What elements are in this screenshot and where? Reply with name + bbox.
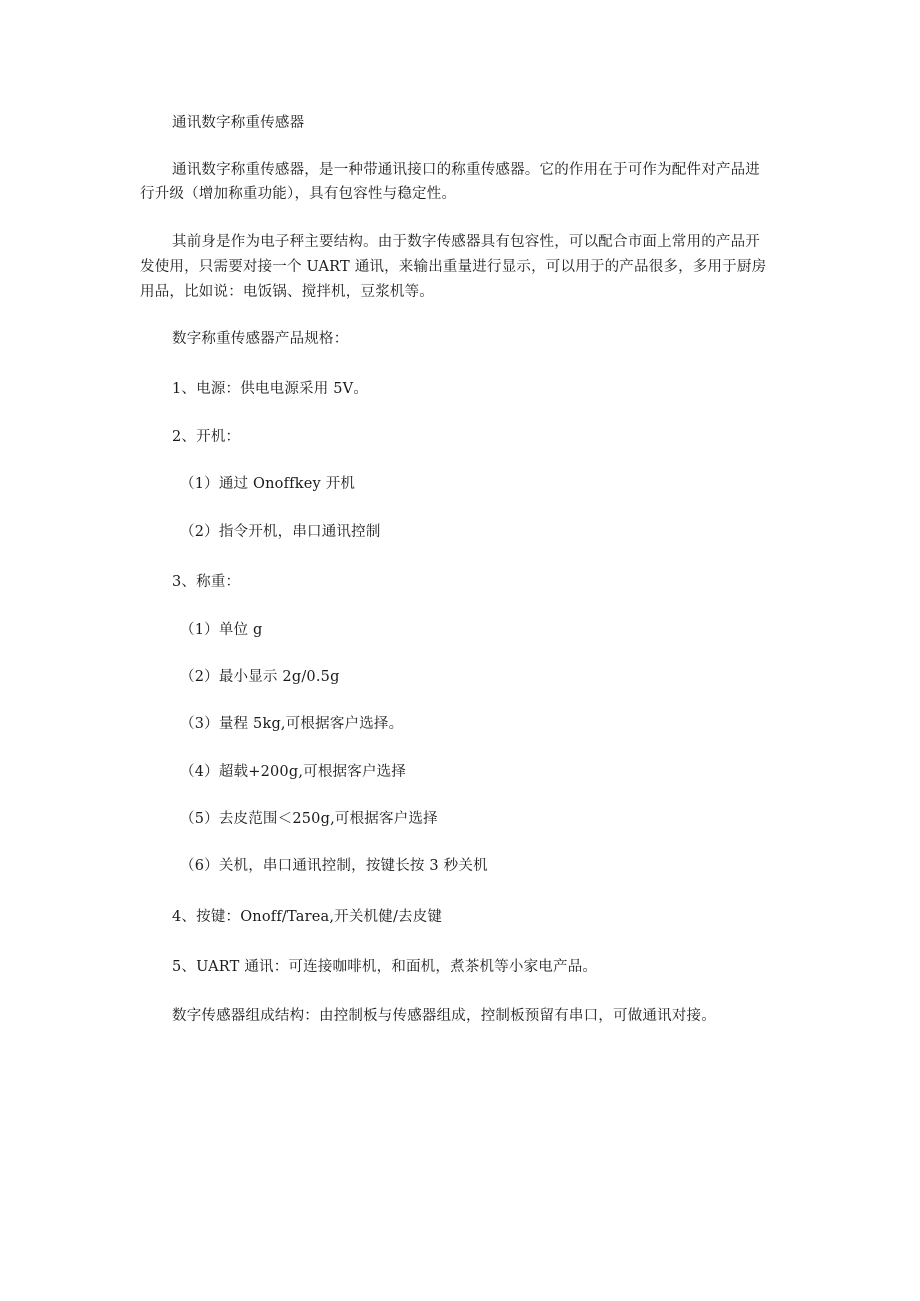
- structure-paragraph: 数字传感器组成结构：由控制板与传感器组成，控制板预留有串口，可做通讯对接。: [172, 1008, 716, 1024]
- intro-paragraph-line-2: 行升级（增加称重功能），具有包容性与稳定性。: [140, 186, 457, 202]
- weighing-item: （5）去皮范围＜250g,可根据客户选择: [180, 811, 438, 827]
- weighing-item: （1）单位 g: [180, 622, 263, 638]
- spec-uart: 5、UART 通讯：可连接咖啡机，和面机，煮茶机等小家电产品。: [172, 959, 598, 975]
- weighing-item: （2）最小显示 2g/0.5g: [180, 669, 340, 685]
- startup-item: （2）指令开机，串口通讯控制: [180, 524, 381, 540]
- startup-item: （1）通过 Onoffkey 开机: [180, 476, 356, 492]
- spec-heading: 数字称重传感器产品规格：: [172, 331, 349, 347]
- spec-weighing: 3、称重：: [172, 574, 241, 590]
- history-paragraph-line-1: 其前身是作为电子秤主要结构。由于数字传感器具有包容性，可以配合市面上常用的产品开: [172, 234, 760, 250]
- history-paragraph-line-3: 用品，比如说：电饭锅、搅拌机，豆浆机等。: [140, 284, 434, 300]
- spec-power: 1、电源：供电电源采用 5V。: [172, 381, 369, 397]
- weighing-item: （4）超载+200g,可根据客户选择: [180, 764, 407, 780]
- spec-startup: 2、开机：: [172, 429, 241, 445]
- spec-keys: 4、按键：Onoff/Tarea,开关机健/去皮键: [172, 909, 443, 925]
- intro-paragraph-line-1: 通讯数字称重传感器，是一种带通讯接口的称重传感器。它的作用在于可作为配件对产品进: [172, 162, 760, 178]
- weighing-item: （6）关机，串口通讯控制，按键长按 3 秒关机: [180, 858, 488, 874]
- document-title: 通讯数字称重传感器: [172, 115, 305, 131]
- history-paragraph-line-2: 发使用，只需要对接一个 UART 通讯，来输出重量进行显示，可以用于的产品很多，多用于厨房: [140, 259, 767, 275]
- weighing-item: （3）量程 5kg,可根据客户选择。: [180, 716, 404, 732]
